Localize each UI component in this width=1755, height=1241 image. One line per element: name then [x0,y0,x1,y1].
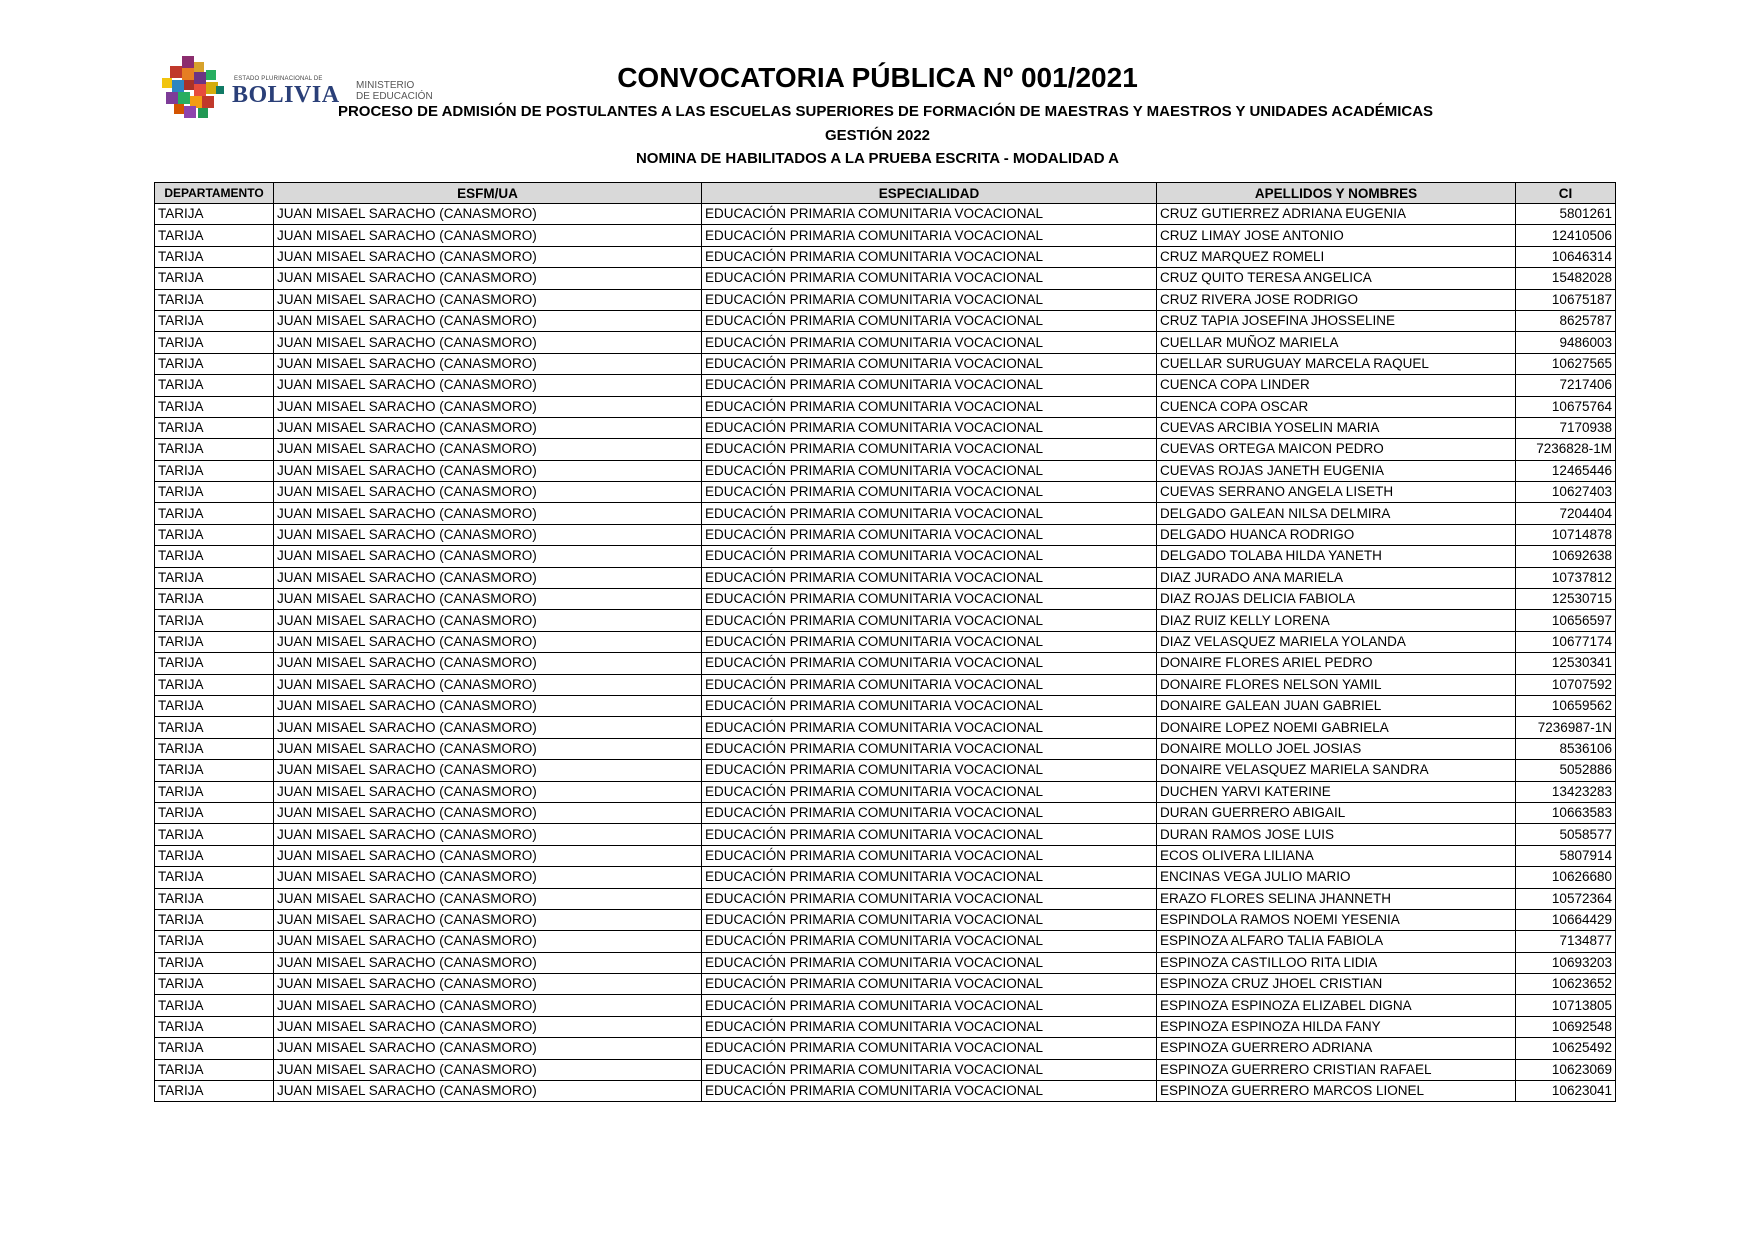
ci-cell: 7170938 [1516,417,1616,438]
ci-cell: 5058577 [1516,824,1616,845]
nombre-cell: CUENCA COPA LINDER [1157,375,1516,396]
table-row [155,375,1616,396]
nombre-cell: DONAIRE FLORES ARIEL PEDRO [1157,653,1516,674]
departamento-cell: TARIJA [155,909,274,930]
nombre-cell: ESPINOZA ESPINOZA HILDA FANY [1157,1016,1516,1037]
nombre-cell: DELGADO HUANCA RODRIGO [1157,524,1516,545]
esfm-cell: JUAN MISAEL SARACHO (CANASMORO) [274,845,702,866]
esfm-cell: JUAN MISAEL SARACHO (CANASMORO) [274,802,702,823]
esfm-cell: JUAN MISAEL SARACHO (CANASMORO) [274,589,702,610]
nombre-cell: CRUZ GUTIERREZ ADRIANA EUGENIA [1157,204,1516,225]
table-row [155,610,1616,631]
table-row [155,503,1616,524]
nombre-cell: ESPINOZA GUERRERO CRISTIAN RAFAEL [1157,1059,1516,1080]
ci-cell: 10692548 [1516,1016,1616,1037]
ci-cell: 10659562 [1516,695,1616,716]
table-row [155,760,1616,781]
especialidad-cell: EDUCACIÓN PRIMARIA COMUNITARIA VOCACIONAL [702,909,1157,930]
table-row [155,695,1616,716]
column-header-nombres: APELLIDOS Y NOMBRES [1157,183,1516,204]
esfm-cell: JUAN MISAEL SARACHO (CANASMORO) [274,995,702,1016]
esfm-cell: JUAN MISAEL SARACHO (CANASMORO) [274,332,702,353]
departamento-cell: TARIJA [155,674,274,695]
especialidad-cell: EDUCACIÓN PRIMARIA COMUNITARIA VOCACIONAL [702,695,1157,716]
table-row [155,460,1616,481]
especialidad-cell: EDUCACIÓN PRIMARIA COMUNITARIA VOCACIONAL [702,738,1157,759]
departamento-cell: TARIJA [155,760,274,781]
ci-cell: 10626680 [1516,867,1616,888]
esfm-cell: JUAN MISAEL SARACHO (CANASMORO) [274,695,702,716]
especialidad-cell: EDUCACIÓN PRIMARIA COMUNITARIA VOCACIONAL [702,589,1157,610]
nombre-cell: CRUZ QUITO TERESA ANGELICA [1157,268,1516,289]
esfm-cell: JUAN MISAEL SARACHO (CANASMORO) [274,289,702,310]
ci-cell: 10664429 [1516,909,1616,930]
table-row [155,824,1616,845]
table-row [155,1059,1616,1080]
especialidad-cell: EDUCACIÓN PRIMARIA COMUNITARIA VOCACIONAL [702,995,1157,1016]
departamento-cell: TARIJA [155,717,274,738]
especialidad-cell: EDUCACIÓN PRIMARIA COMUNITARIA VOCACIONAL [702,824,1157,845]
esfm-cell: JUAN MISAEL SARACHO (CANASMORO) [274,909,702,930]
nombre-cell: ENCINAS VEGA JULIO MARIO [1157,867,1516,888]
ci-cell: 7134877 [1516,931,1616,952]
especialidad-cell: EDUCACIÓN PRIMARIA COMUNITARIA VOCACIONAL [702,1059,1157,1080]
column-header-ci: CI [1516,183,1616,204]
table-row [155,332,1616,353]
nombre-cell: ESPINOZA GUERRERO ADRIANA [1157,1038,1516,1059]
especialidad-cell: EDUCACIÓN PRIMARIA COMUNITARIA VOCACIONAL [702,439,1157,460]
table-header-row [155,183,1616,204]
esfm-cell: JUAN MISAEL SARACHO (CANASMORO) [274,738,702,759]
especialidad-cell: EDUCACIÓN PRIMARIA COMUNITARIA VOCACIONAL [702,867,1157,888]
departamento-cell: TARIJA [155,503,274,524]
departamento-cell: TARIJA [155,695,274,716]
esfm-cell: JUAN MISAEL SARACHO (CANASMORO) [274,867,702,888]
departamento-cell: TARIJA [155,268,274,289]
column-header-especialidad: ESPECIALIDAD [702,183,1157,204]
especialidad-cell: EDUCACIÓN PRIMARIA COMUNITARIA VOCACIONAL [702,375,1157,396]
departamento-cell: TARIJA [155,802,274,823]
column-header-departamento: DEPARTAMENTO [155,183,274,204]
departamento-cell: TARIJA [155,546,274,567]
departamento-cell: TARIJA [155,460,274,481]
table-row [155,1038,1616,1059]
table-row [155,417,1616,438]
esfm-cell: JUAN MISAEL SARACHO (CANASMORO) [274,546,702,567]
especialidad-cell: EDUCACIÓN PRIMARIA COMUNITARIA VOCACIONAL [702,888,1157,909]
ci-cell: 10623069 [1516,1059,1616,1080]
ci-cell: 5801261 [1516,204,1616,225]
table-row [155,631,1616,652]
especialidad-cell: EDUCACIÓN PRIMARIA COMUNITARIA VOCACIONAL [702,524,1157,545]
departamento-cell: TARIJA [155,1081,274,1102]
especialidad-cell: EDUCACIÓN PRIMARIA COMUNITARIA VOCACIONAL [702,546,1157,567]
ci-cell: 7204404 [1516,503,1616,524]
departamento-cell: TARIJA [155,610,274,631]
departamento-cell: TARIJA [155,524,274,545]
nombre-cell: ERAZO FLORES SELINA JHANNETH [1157,888,1516,909]
ci-cell: 12410506 [1516,225,1616,246]
page-title: CONVOCATORIA PÚBLICA Nº 001/2021 [617,62,1138,93]
ci-cell: 12530341 [1516,653,1616,674]
departamento-cell: TARIJA [155,204,274,225]
nombre-cell: DIAZ RUIZ KELLY LORENA [1157,610,1516,631]
esfm-cell: JUAN MISAEL SARACHO (CANASMORO) [274,631,702,652]
table-row [155,717,1616,738]
nombre-cell: DIAZ JURADO ANA MARIELA [1157,567,1516,588]
departamento-cell: TARIJA [155,653,274,674]
departamento-cell: TARIJA [155,631,274,652]
logo-state-label: ESTADO PLURINACIONAL DE [234,76,323,82]
nombre-cell: DONAIRE LOPEZ NOEMI GABRIELA [1157,717,1516,738]
nombre-cell: CUELLAR SURUGUAY MARCELA RAQUEL [1157,353,1516,374]
departamento-cell: TARIJA [155,888,274,909]
nombre-cell: ESPINDOLA RAMOS NOEMI YESENIA [1157,909,1516,930]
departamento-cell: TARIJA [155,225,274,246]
ci-cell: 10737812 [1516,567,1616,588]
ci-cell: 13423283 [1516,781,1616,802]
nombre-cell: DIAZ VELASQUEZ MARIELA YOLANDA [1157,631,1516,652]
esfm-cell: JUAN MISAEL SARACHO (CANASMORO) [274,1059,702,1080]
table-row [155,653,1616,674]
esfm-cell: JUAN MISAEL SARACHO (CANASMORO) [274,824,702,845]
ci-cell: 10692638 [1516,546,1616,567]
ci-cell: 7236987-1N [1516,717,1616,738]
table-body [155,204,1616,1102]
ci-cell: 7236828-1M [1516,439,1616,460]
departamento-cell: TARIJA [155,931,274,952]
departamento-cell: TARIJA [155,310,274,331]
table-row [155,204,1616,225]
esfm-cell: JUAN MISAEL SARACHO (CANASMORO) [274,310,702,331]
ci-cell: 10623041 [1516,1081,1616,1102]
especialidad-cell: EDUCACIÓN PRIMARIA COMUNITARIA VOCACIONAL [702,952,1157,973]
table-row [155,546,1616,567]
esfm-cell: JUAN MISAEL SARACHO (CANASMORO) [274,888,702,909]
nombre-cell: DURAN RAMOS JOSE LUIS [1157,824,1516,845]
nombre-cell: ESPINOZA GUERRERO MARCOS LIONEL [1157,1081,1516,1102]
table-row [155,931,1616,952]
table-row [155,952,1616,973]
departamento-cell: TARIJA [155,1016,274,1037]
departamento-cell: TARIJA [155,417,274,438]
esfm-cell: JUAN MISAEL SARACHO (CANASMORO) [274,417,702,438]
departamento-cell: TARIJA [155,738,274,759]
ci-cell: 10714878 [1516,524,1616,545]
ci-cell: 10656597 [1516,610,1616,631]
nombre-cell: CRUZ RIVERA JOSE RODRIGO [1157,289,1516,310]
ci-cell: 10675187 [1516,289,1616,310]
departamento-cell: TARIJA [155,482,274,503]
nombre-cell: CUEVAS ROJAS JANETH EUGENIA [1157,460,1516,481]
esfm-cell: JUAN MISAEL SARACHO (CANASMORO) [274,503,702,524]
table-row [155,738,1616,759]
esfm-cell: JUAN MISAEL SARACHO (CANASMORO) [274,781,702,802]
departamento-cell: TARIJA [155,246,274,267]
especialidad-cell: EDUCACIÓN PRIMARIA COMUNITARIA VOCACIONAL [702,781,1157,802]
especialidad-cell: EDUCACIÓN PRIMARIA COMUNITARIA VOCACIONAL [702,503,1157,524]
especialidad-cell: EDUCACIÓN PRIMARIA COMUNITARIA VOCACIONAL [702,332,1157,353]
ci-cell: 10627565 [1516,353,1616,374]
ci-cell: 7217406 [1516,375,1616,396]
esfm-cell: JUAN MISAEL SARACHO (CANASMORO) [274,717,702,738]
ci-cell: 10627403 [1516,482,1616,503]
ci-cell: 10677174 [1516,631,1616,652]
nombre-cell: DONAIRE MOLLO JOEL JOSIAS [1157,738,1516,759]
departamento-cell: TARIJA [155,781,274,802]
table-row [155,974,1616,995]
especialidad-cell: EDUCACIÓN PRIMARIA COMUNITARIA VOCACIONAL [702,631,1157,652]
nombre-cell: CUENCA COPA OSCAR [1157,396,1516,417]
ci-cell: 12465446 [1516,460,1616,481]
esfm-cell: JUAN MISAEL SARACHO (CANASMORO) [274,524,702,545]
departamento-cell: TARIJA [155,396,274,417]
nombre-cell: DELGADO GALEAN NILSA DELMIRA [1157,503,1516,524]
nombre-cell: CUEVAS ORTEGA MAICON PEDRO [1157,439,1516,460]
table-row [155,353,1616,374]
departamento-cell: TARIJA [155,974,274,995]
esfm-cell: JUAN MISAEL SARACHO (CANASMORO) [274,353,702,374]
table-row [155,482,1616,503]
ci-cell: 10663583 [1516,802,1616,823]
nombre-cell: ESPINOZA ALFARO TALIA FABIOLA [1157,931,1516,952]
table-row [155,567,1616,588]
table-row [155,1016,1616,1037]
departamento-cell: TARIJA [155,995,274,1016]
especialidad-cell: EDUCACIÓN PRIMARIA COMUNITARIA VOCACIONAL [702,460,1157,481]
table-row [155,1081,1616,1102]
nombre-cell: ESPINOZA CRUZ JHOEL CRISTIAN [1157,974,1516,995]
esfm-cell: JUAN MISAEL SARACHO (CANASMORO) [274,674,702,695]
nombre-cell: DUCHEN YARVI KATERINE [1157,781,1516,802]
departamento-cell: TARIJA [155,1059,274,1080]
nombre-cell: ECOS OLIVERA LILIANA [1157,845,1516,866]
table-row [155,289,1616,310]
nombre-cell: DURAN GUERRERO ABIGAIL [1157,802,1516,823]
especialidad-cell: EDUCACIÓN PRIMARIA COMUNITARIA VOCACIONAL [702,717,1157,738]
table-row [155,781,1616,802]
especialidad-cell: EDUCACIÓN PRIMARIA COMUNITARIA VOCACIONAL [702,225,1157,246]
table-row [155,802,1616,823]
especialidad-cell: EDUCACIÓN PRIMARIA COMUNITARIA VOCACIONAL [702,204,1157,225]
especialidad-cell: EDUCACIÓN PRIMARIA COMUNITARIA VOCACIONAL [702,1081,1157,1102]
table-row [155,396,1616,417]
table-row [155,439,1616,460]
departamento-cell: TARIJA [155,845,274,866]
especialidad-cell: EDUCACIÓN PRIMARIA COMUNITARIA VOCACIONAL [702,289,1157,310]
departamento-cell: TARIJA [155,439,274,460]
table-row [155,888,1616,909]
applicants-table [154,182,1616,1102]
esfm-cell: JUAN MISAEL SARACHO (CANASMORO) [274,396,702,417]
table-row [155,524,1616,545]
nombre-cell: DIAZ ROJAS DELICIA FABIOLA [1157,589,1516,610]
especialidad-cell: EDUCACIÓN PRIMARIA COMUNITARIA VOCACIONAL [702,674,1157,695]
especialidad-cell: EDUCACIÓN PRIMARIA COMUNITARIA VOCACIONAL [702,802,1157,823]
especialidad-cell: EDUCACIÓN PRIMARIA COMUNITARIA VOCACIONAL [702,353,1157,374]
especialidad-cell: EDUCACIÓN PRIMARIA COMUNITARIA VOCACIONAL [702,931,1157,952]
esfm-cell: JUAN MISAEL SARACHO (CANASMORO) [274,225,702,246]
ci-cell: 5807914 [1516,845,1616,866]
esfm-cell: JUAN MISAEL SARACHO (CANASMORO) [274,931,702,952]
nombre-cell: CUELLAR MUÑOZ MARIELA [1157,332,1516,353]
table-row [155,589,1616,610]
esfm-cell: JUAN MISAEL SARACHO (CANASMORO) [274,375,702,396]
ci-cell: 8536106 [1516,738,1616,759]
departamento-cell: TARIJA [155,824,274,845]
logo-ministry-line1: MINISTERIO [356,80,415,91]
ci-cell: 10675764 [1516,396,1616,417]
ci-cell: 10572364 [1516,888,1616,909]
especialidad-cell: EDUCACIÓN PRIMARIA COMUNITARIA VOCACIONAL [702,845,1157,866]
table-row [155,674,1616,695]
ci-cell: 15482028 [1516,268,1616,289]
nombre-cell: CRUZ MARQUEZ ROMELI [1157,246,1516,267]
nombre-cell: ESPINOZA CASTILLOO RITA LIDIA [1157,952,1516,973]
departamento-cell: TARIJA [155,867,274,888]
table-row [155,268,1616,289]
table-row [155,867,1616,888]
ci-cell: 10713805 [1516,995,1616,1016]
especialidad-cell: EDUCACIÓN PRIMARIA COMUNITARIA VOCACIONAL [702,268,1157,289]
departamento-cell: TARIJA [155,375,274,396]
departamento-cell: TARIJA [155,289,274,310]
esfm-cell: JUAN MISAEL SARACHO (CANASMORO) [274,952,702,973]
esfm-cell: JUAN MISAEL SARACHO (CANASMORO) [274,204,702,225]
especialidad-cell: EDUCACIÓN PRIMARIA COMUNITARIA VOCACIONAL [702,610,1157,631]
departamento-cell: TARIJA [155,332,274,353]
nombre-cell: ESPINOZA ESPINOZA ELIZABEL DIGNA [1157,995,1516,1016]
departamento-cell: TARIJA [155,1038,274,1059]
especialidad-cell: EDUCACIÓN PRIMARIA COMUNITARIA VOCACIONAL [702,653,1157,674]
table-row [155,246,1616,267]
page-subtitle: PROCESO DE ADMISIÓN DE POSTULANTES A LAS ESCUELAS SUPERIORES DE FORMACIÓN DE MAESTRAS Y MAESTROS Y UNIDADES ACADÉMICAS [337,103,1434,120]
table-row [155,310,1616,331]
esfm-cell: JUAN MISAEL SARACHO (CANASMORO) [274,268,702,289]
ci-cell: 9486003 [1516,332,1616,353]
departamento-cell: TARIJA [155,567,274,588]
esfm-cell: JUAN MISAEL SARACHO (CANASMORO) [274,1081,702,1102]
esfm-cell: JUAN MISAEL SARACHO (CANASMORO) [274,974,702,995]
ci-cell: 8625787 [1516,310,1616,331]
nombre-cell: DONAIRE VELASQUEZ MARIELA SANDRA [1157,760,1516,781]
especialidad-cell: EDUCACIÓN PRIMARIA COMUNITARIA VOCACIONAL [702,974,1157,995]
table-row [155,845,1616,866]
nombre-cell: CUEVAS ARCIBIA YOSELIN MARIA [1157,417,1516,438]
nomina-label: NOMINA DE HABILITADOS A LA PRUEBA ESCRITA - MODALIDAD A [635,150,1120,167]
ci-cell: 10623652 [1516,974,1616,995]
esfm-cell: JUAN MISAEL SARACHO (CANASMORO) [274,482,702,503]
especialidad-cell: EDUCACIÓN PRIMARIA COMUNITARIA VOCACIONAL [702,417,1157,438]
ci-cell: 5052886 [1516,760,1616,781]
esfm-cell: JUAN MISAEL SARACHO (CANASMORO) [274,610,702,631]
logo-ministry-line2: DE EDUCACIÓN [356,91,433,102]
ci-cell: 10625492 [1516,1038,1616,1059]
nombre-cell: DELGADO TOLABA HILDA YANETH [1157,546,1516,567]
esfm-cell: JUAN MISAEL SARACHO (CANASMORO) [274,1038,702,1059]
esfm-cell: JUAN MISAEL SARACHO (CANASMORO) [274,1016,702,1037]
esfm-cell: JUAN MISAEL SARACHO (CANASMORO) [274,653,702,674]
nombre-cell: DONAIRE FLORES NELSON YAMIL [1157,674,1516,695]
table-row [155,225,1616,246]
gestion-label: GESTIÓN 2022 [824,127,931,144]
nombre-cell: CRUZ LIMAY JOSE ANTONIO [1157,225,1516,246]
esfm-cell: JUAN MISAEL SARACHO (CANASMORO) [274,460,702,481]
departamento-cell: TARIJA [155,353,274,374]
nombre-cell: CRUZ TAPIA JOSEFINA JHOSSELINE [1157,310,1516,331]
departamento-cell: TARIJA [155,589,274,610]
esfm-cell: JUAN MISAEL SARACHO (CANASMORO) [274,246,702,267]
especialidad-cell: EDUCACIÓN PRIMARIA COMUNITARIA VOCACIONAL [702,482,1157,503]
column-header-esfm: ESFM/UA [274,183,702,204]
especialidad-cell: EDUCACIÓN PRIMARIA COMUNITARIA VOCACIONAL [702,246,1157,267]
especialidad-cell: EDUCACIÓN PRIMARIA COMUNITARIA VOCACIONAL [702,567,1157,588]
especialidad-cell: EDUCACIÓN PRIMARIA COMUNITARIA VOCACIONAL [702,1038,1157,1059]
especialidad-cell: EDUCACIÓN PRIMARIA COMUNITARIA VOCACIONAL [702,396,1157,417]
ci-cell: 10707592 [1516,674,1616,695]
esfm-cell: JUAN MISAEL SARACHO (CANASMORO) [274,760,702,781]
especialidad-cell: EDUCACIÓN PRIMARIA COMUNITARIA VOCACIONAL [702,1016,1157,1037]
nombre-cell: DONAIRE GALEAN JUAN GABRIEL [1157,695,1516,716]
especialidad-cell: EDUCACIÓN PRIMARIA COMUNITARIA VOCACIONAL [702,760,1157,781]
especialidad-cell: EDUCACIÓN PRIMARIA COMUNITARIA VOCACIONAL [702,310,1157,331]
esfm-cell: JUAN MISAEL SARACHO (CANASMORO) [274,567,702,588]
departamento-cell: TARIJA [155,952,274,973]
table-row [155,909,1616,930]
table-row [155,995,1616,1016]
ci-cell: 12530715 [1516,589,1616,610]
ci-cell: 10693203 [1516,952,1616,973]
nombre-cell: CUEVAS SERRANO ANGELA LISETH [1157,482,1516,503]
ci-cell: 10646314 [1516,246,1616,267]
esfm-cell: JUAN MISAEL SARACHO (CANASMORO) [274,439,702,460]
logo-country-name: BOLIVIA [232,82,340,108]
